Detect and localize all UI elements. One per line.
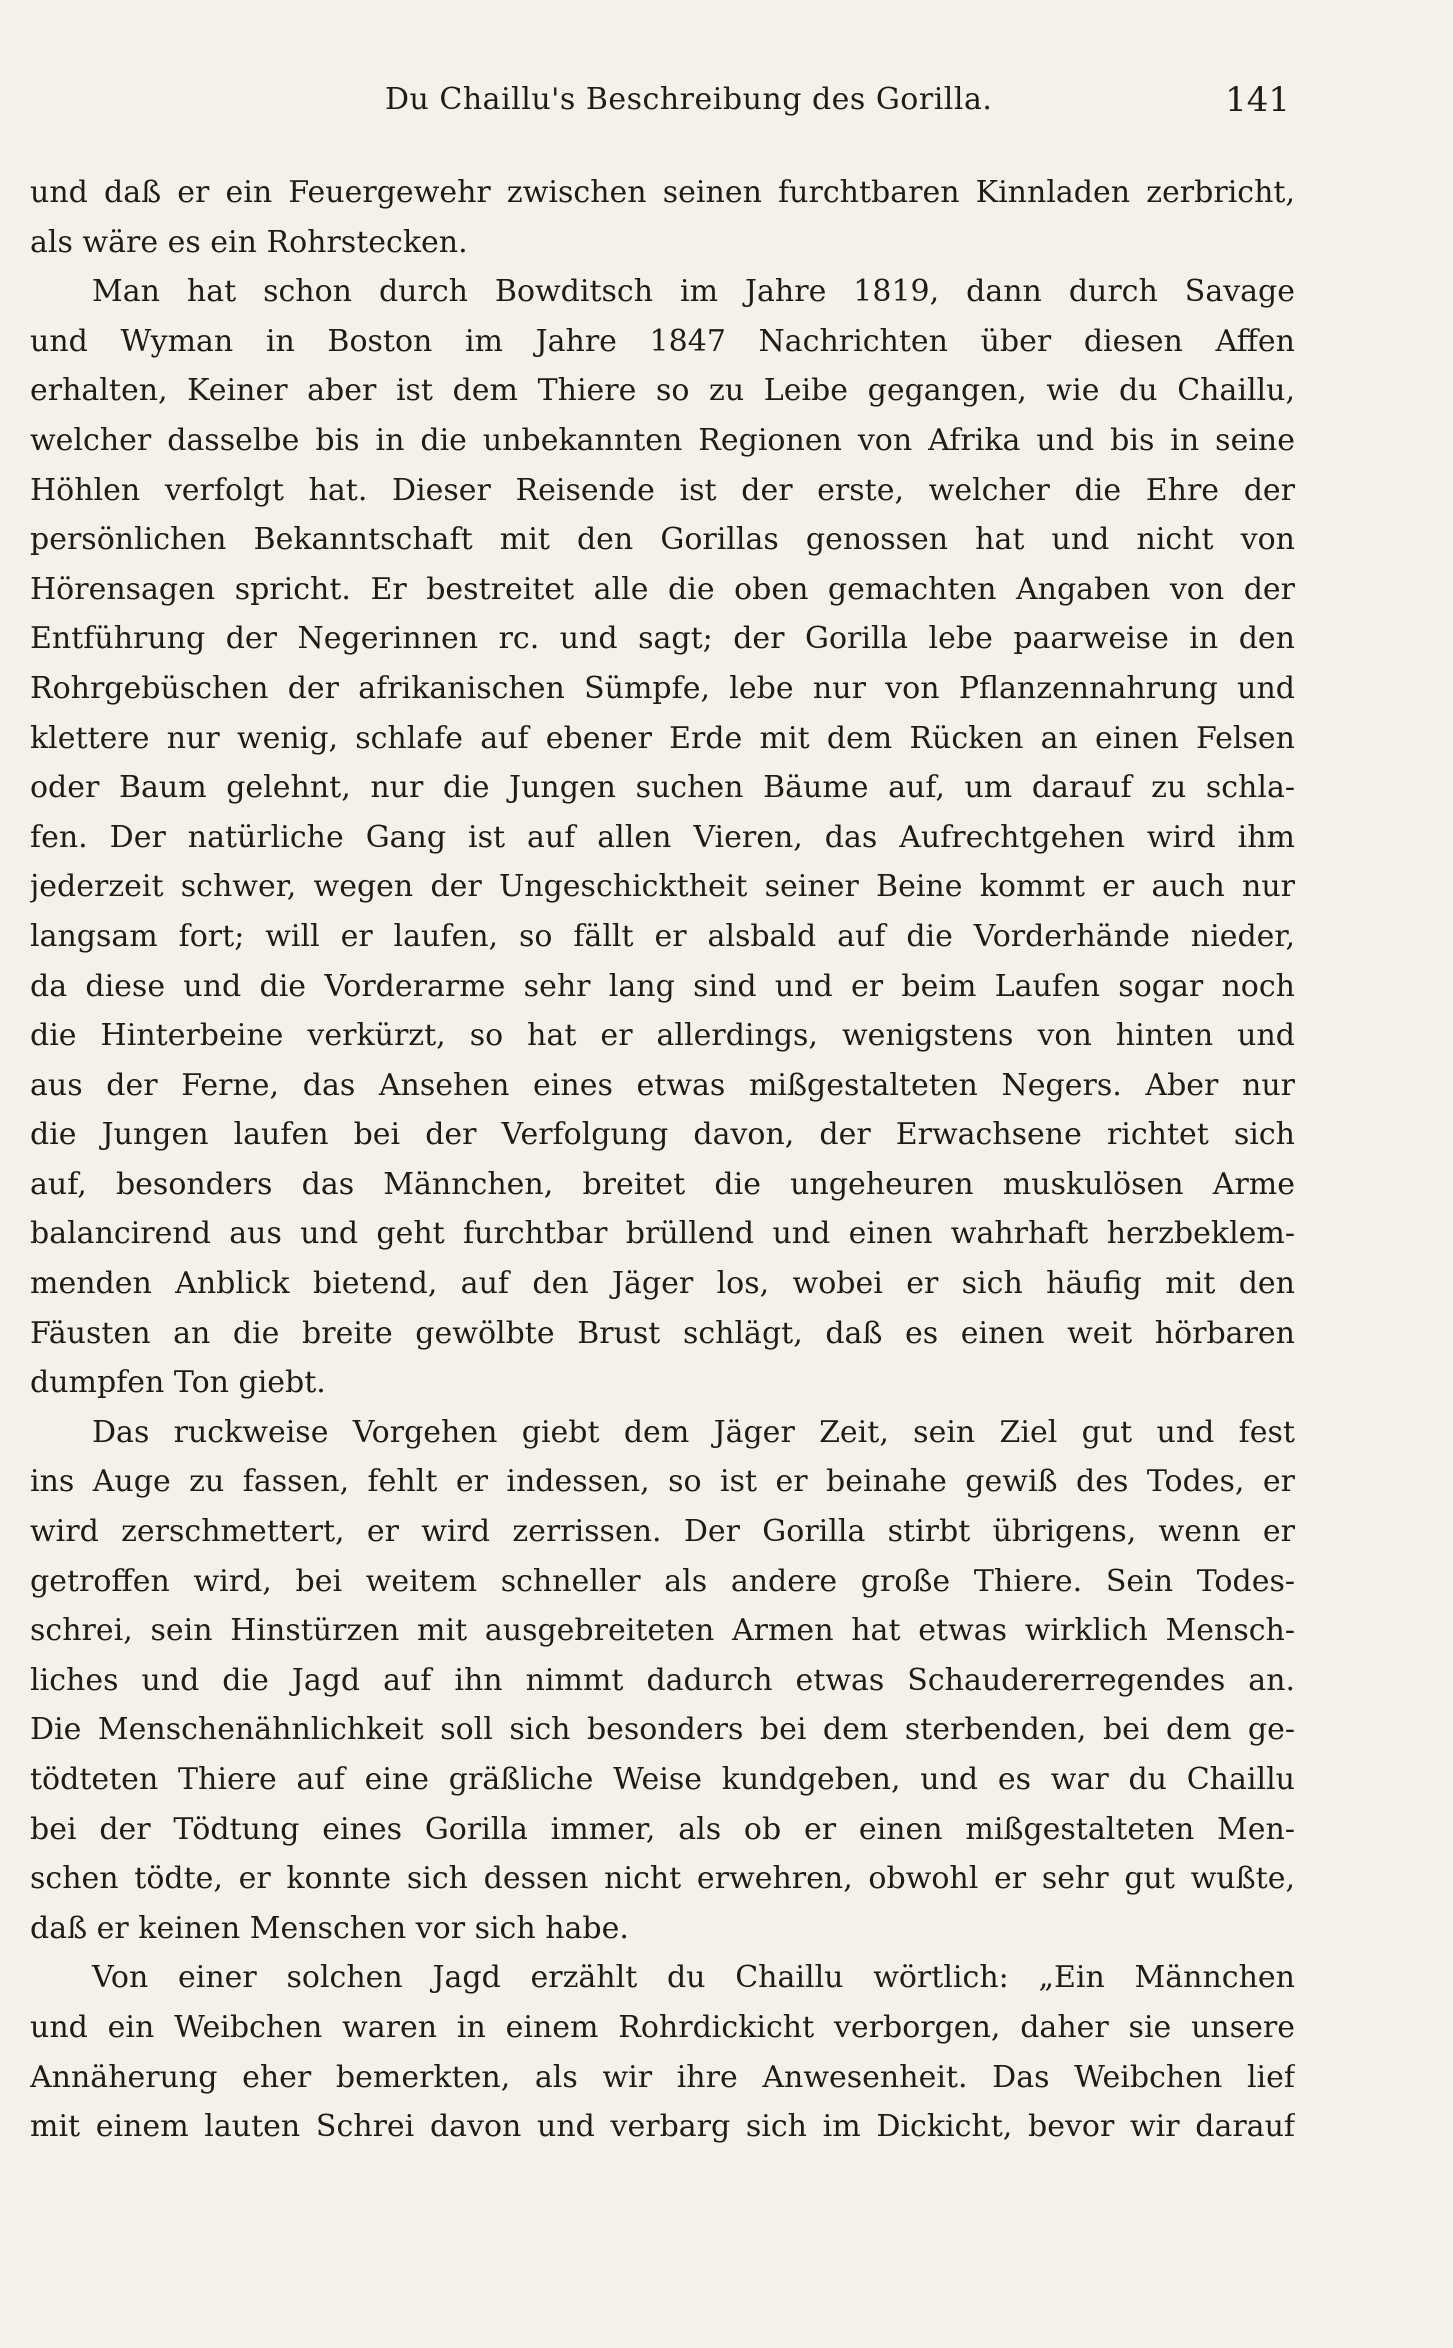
text-line: mit einem lauten Schrei davon und verbarg sich im Dickicht, bevor wir darauf (30, 2109, 1295, 2145)
text-line: balancirend aus und geht furchtbar brüllend und einen wahrhaft herzbeklem- (30, 1216, 1295, 1252)
text-line: schrei, sein Hinstürzen mit ausgebreiteten Armen hat etwas wirklich Mensch- (30, 1613, 1295, 1649)
text-line: die Hinterbeine verkürzt, so hat er allerdings, wenigstens von hinten und (30, 1018, 1295, 1054)
text-line: tödteten Thiere auf eine gräßliche Weise kundgeben, und es war du Chaillu (30, 1762, 1295, 1797)
text-line: Annäherung eher bemerkten, als wir ihre Anwesenheit. Das Weibchen lief (30, 2059, 1295, 2095)
text-line: auf, besonders das Männchen, breitet die ungeheuren muskulösen Arme (30, 1166, 1295, 1202)
text-line: welcher dasselbe bis in die unbekannten Regionen von Afrika und bis in seine (30, 422, 1295, 458)
text-line: Von einer solchen Jagd erzählt du Chaillu wörtlich: „Ein Männchen (92, 1960, 1295, 1996)
text-line: persönlichen Bekanntschaft mit den Gorillas genossen hat und nicht von (30, 522, 1295, 558)
text-line: schen tödte, er konnte sich dessen nicht erwehren, obwohl er sehr gut wußte, (30, 1861, 1295, 1897)
text-line: menden Anblick bietend, auf den Jäger los, wobei er sich häufig mit den (30, 1266, 1295, 1302)
text-line: liches und die Jagd auf ihn nimmt dadurch etwas Schaudererregendes an. (30, 1662, 1295, 1698)
text-line: ins Auge zu fassen, fehlt er indessen, so ist er beinahe gewiß des Todes, er (30, 1464, 1295, 1500)
text-line: aus der Ferne, das Ansehen eines etwas mißgestalteten Negers. Aber nur (30, 1067, 1295, 1103)
text-line: langsam fort; will er laufen, so fällt er alsbald auf die Vorderhände nieder, (30, 918, 1295, 954)
text-line: daß er keinen Menschen vor sich habe. (30, 1910, 629, 1946)
text-line: oder Baum gelehnt, nur die Jungen suchen Bäume auf, um darauf zu schla- (30, 770, 1295, 806)
page-number: 141 (1225, 80, 1290, 120)
text-line: fen. Der natürliche Gang ist auf allen Vieren, das Aufrechtgehen wird ihm (30, 819, 1295, 855)
text-line: Man hat schon durch Bowditsch im Jahre 1819, dann durch Savage (92, 274, 1295, 310)
page-header (30, 82, 1290, 134)
text-line: und Wyman in Boston im Jahre 1847 Nachrichten über diesen Affen (30, 323, 1295, 359)
text-line: dumpfen Ton giebt. (30, 1365, 326, 1401)
text-line: Entführung der Negerinnen rc. und sagt; der Gorilla lebe paarweise in den (30, 621, 1295, 657)
text-line: als wäre es ein Rohrstecken. (30, 224, 468, 260)
text-line: da diese und die Vorderarme sehr lang sind und er beim Laufen sogar noch (30, 968, 1295, 1004)
text-line: Hörensagen spricht. Er bestreitet alle die oben gemachten Angaben von der (30, 571, 1295, 607)
text-line: und daß er ein Feuergewehr zwischen seinen furchtbaren Kinnladen zerbricht, (30, 175, 1295, 210)
text-line: getroffen wird, bei weitem schneller als andere große Thiere. Sein Todes- (30, 1563, 1295, 1599)
text-line: Höhlen verfolgt hat. Dieser Reisende ist der erste, welcher die Ehre der (30, 472, 1295, 508)
text-line: und ein Weibchen waren in einem Rohrdickicht verborgen, daher sie unsere (30, 2009, 1295, 2045)
text-line: wird zerschmettert, er wird zerrissen. Der Gorilla stirbt übrigens, wenn er (30, 1514, 1295, 1550)
text-line: klettere nur wenig, schlafe auf ebener Erde mit dem Rücken an einen Felsen (30, 720, 1295, 756)
text-line: Das ruckweise Vorgehen giebt dem Jäger Zeit, sein Ziel gut und fest (92, 1414, 1295, 1450)
text-line: Rohrgebüschen der afrikanischen Sümpfe, lebe nur von Pflanzennahrung und (30, 670, 1295, 706)
body-text (30, 168, 1295, 2152)
running-title: Du Chaillu's Beschreibung des Gorilla. (385, 82, 993, 117)
text-line: jederzeit schwer, wegen der Ungeschicktheit seiner Beine kommt er auch nur (30, 869, 1295, 905)
text-line: bei der Tödtung eines Gorilla immer, als ob er einen mißgestalteten Men- (30, 1811, 1295, 1847)
text-line: Fäusten an die breite gewölbte Brust schlägt, daß es einen weit hörbaren (30, 1315, 1295, 1351)
text-line: Die Menschenähnlichkeit soll sich besonders bei dem sterbenden, bei dem ge- (30, 1712, 1295, 1748)
text-line: die Jungen laufen bei der Verfolgung davon, der Erwachsene richtet sich (30, 1117, 1295, 1153)
text-line: erhalten, Keiner aber ist dem Thiere so zu Leibe gegangen, wie du Chaillu, (30, 373, 1295, 409)
